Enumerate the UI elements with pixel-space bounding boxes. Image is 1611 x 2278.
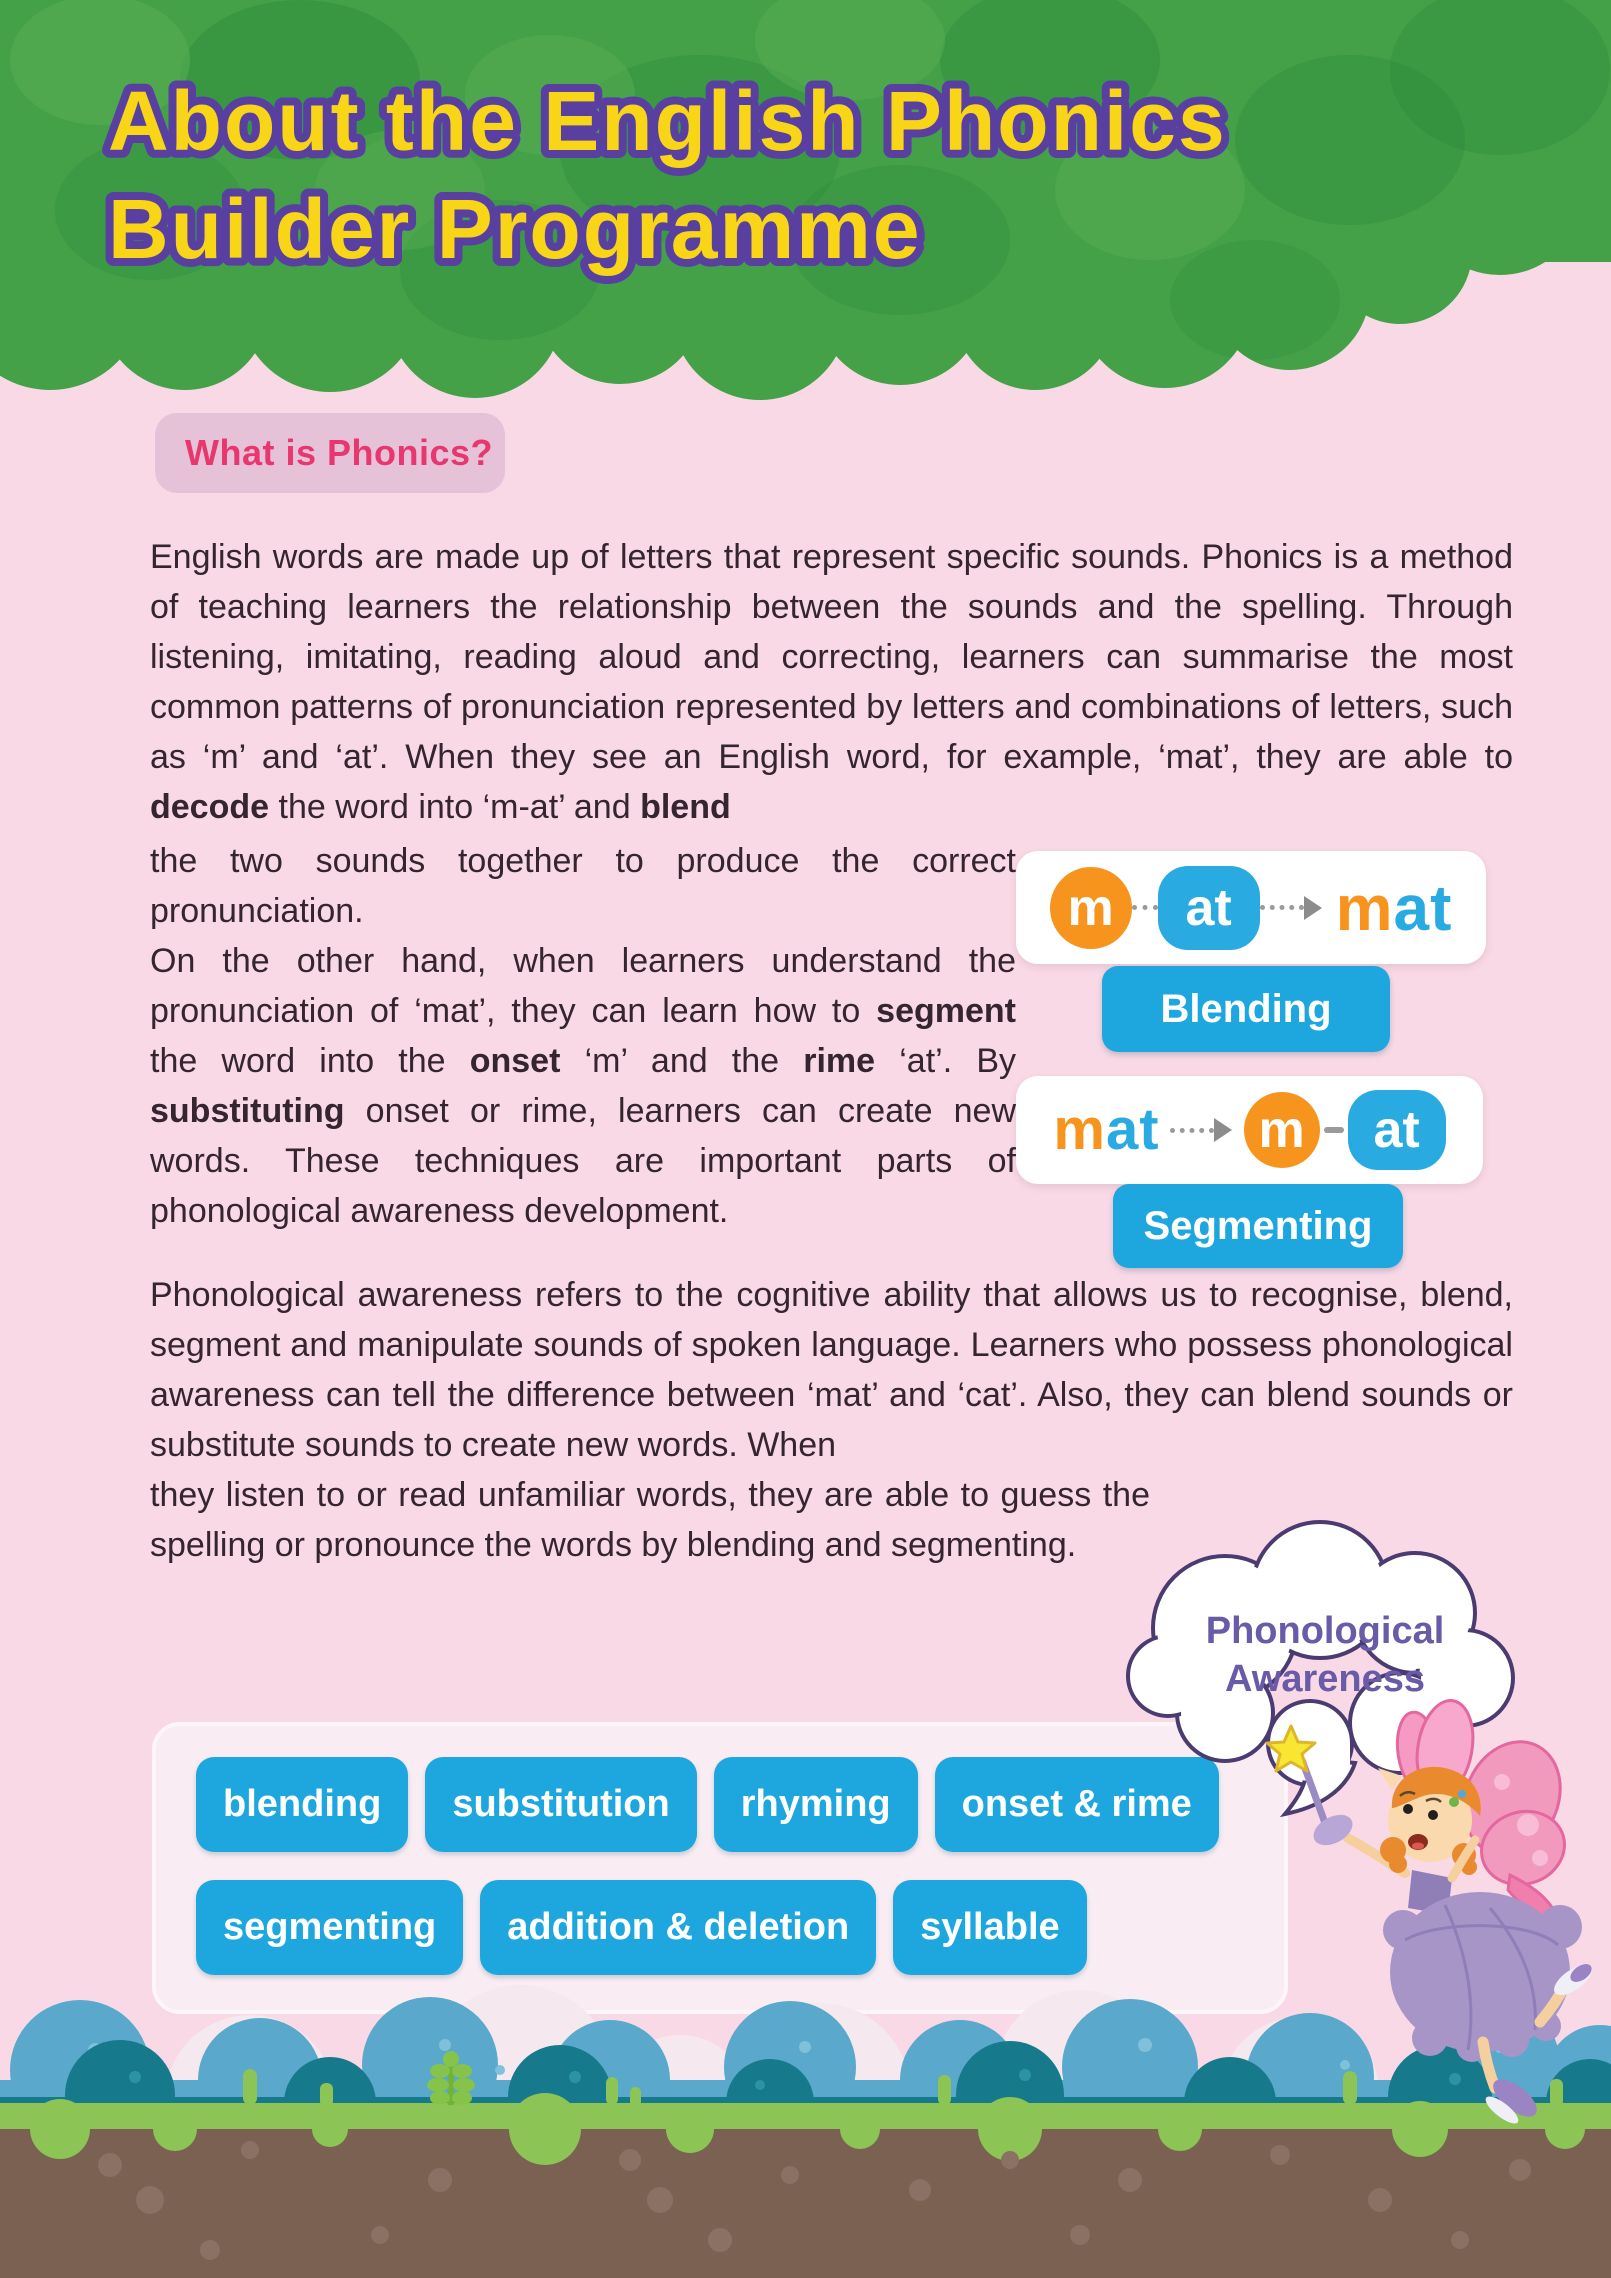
paragraph-3b: they listen to or read unfamiliar words, they are able to guess the spelling or pronounce the words by blending and segmenting.	[150, 1476, 1150, 1564]
term-substitution: substitution	[425, 1757, 696, 1852]
phonics-diagram	[1016, 836, 1513, 1270]
hyphen-connector	[1324, 1127, 1344, 1133]
wand-star-icon	[1267, 1726, 1315, 1771]
word-rime: at	[1106, 1097, 1160, 1162]
text-and-diagram-row	[150, 836, 1513, 1270]
word-onset: m	[1335, 871, 1394, 944]
rime-tile	[1158, 866, 1260, 950]
segmenting-diagram-card	[1016, 1076, 1483, 1184]
left-text-column-2	[150, 1470, 1150, 1570]
arrow-right-icon	[1214, 1118, 1232, 1142]
word-mat	[1335, 871, 1453, 944]
page-title-line2: Builder Programme	[108, 182, 922, 276]
fairy-illustration	[1240, 1690, 1611, 2150]
rime-letters: at	[1373, 1101, 1420, 1159]
term-rhyming: rhyming	[714, 1757, 918, 1852]
body-text	[150, 532, 1513, 1570]
blending-label-text: Blending	[1160, 987, 1332, 1031]
left-text-column	[150, 836, 1016, 1270]
word-rime: at	[1393, 871, 1453, 944]
fairy-skirt	[1383, 1892, 1582, 2062]
paragraph-1b: the two sounds together to produce the correct pronunciation.	[150, 842, 1016, 930]
term-onset-rime: onset & rime	[935, 1757, 1219, 1852]
paragraph-3a: Phonological awareness refers to the cognitive ability that allows us to recognise, blend, segment and manipulate sounds of spoken language. Learners who possess phonological awareness can tell the difference between ‘mat’ and ‘cat’. Also, they can blend sounds or substitute sounds to create new words. When	[150, 1276, 1513, 1464]
section-heading: What is Phonics?	[185, 432, 494, 473]
dotted-connector	[1132, 905, 1158, 910]
terms-row-2	[196, 1880, 1284, 1975]
dotted-connector	[1260, 905, 1304, 910]
arrow-right-icon	[1304, 896, 1322, 920]
header-art	[0, 0, 1611, 420]
term-blending: blending	[196, 1757, 408, 1852]
blending-diagram-card	[1016, 851, 1486, 964]
term-syllable: syllable	[893, 1880, 1086, 1975]
word-mat	[1053, 1097, 1160, 1162]
onset-circle	[1244, 1092, 1320, 1168]
bubble-line1: Phonological	[1205, 1610, 1445, 1652]
paragraph-2: On the other hand, when learners understand the pronunciation of ‘mat’, they can learn how to segment the word into the onset ‘m’ and the rime ‘at’. By substituting onset or rime, learners can create new words. These techniques are important parts of phonological awareness development.	[150, 942, 1017, 1230]
page-title-line1: About the English Phonics	[108, 74, 1227, 168]
phonics-terms-panel	[152, 1722, 1288, 2014]
onset-circle	[1050, 867, 1132, 949]
paragraph-1a: English words are made up of letters that represent specific sounds. Phonics is a method of teaching learners the relationship between the sounds and the spelling. Through listening, imitating, reading aloud and correcting, learners can summarise the most common patterns of pronunciation represented by letters and combinations of letters, such as ‘m’ and ‘at’. When they see an English word, for example, ‘mat’, they are able to decode the word into ‘m-at’ and blend	[150, 538, 1513, 826]
segmenting-label-text: Segmenting	[1143, 1204, 1373, 1248]
onset-letter: m	[1067, 878, 1114, 937]
segmenting-label	[1113, 1184, 1403, 1268]
word-onset: m	[1053, 1097, 1106, 1162]
blending-label	[1102, 966, 1390, 1052]
term-segmenting: segmenting	[196, 1880, 463, 1975]
onset-letter: m	[1258, 1101, 1305, 1159]
dotted-connector	[1170, 1128, 1214, 1133]
rime-letters: at	[1185, 878, 1232, 937]
term-addition-deletion: addition & deletion	[480, 1880, 876, 1975]
rime-tile	[1348, 1090, 1446, 1170]
bubble-line2: Awareness	[1225, 1658, 1425, 1700]
section-heading-chip	[155, 413, 505, 493]
